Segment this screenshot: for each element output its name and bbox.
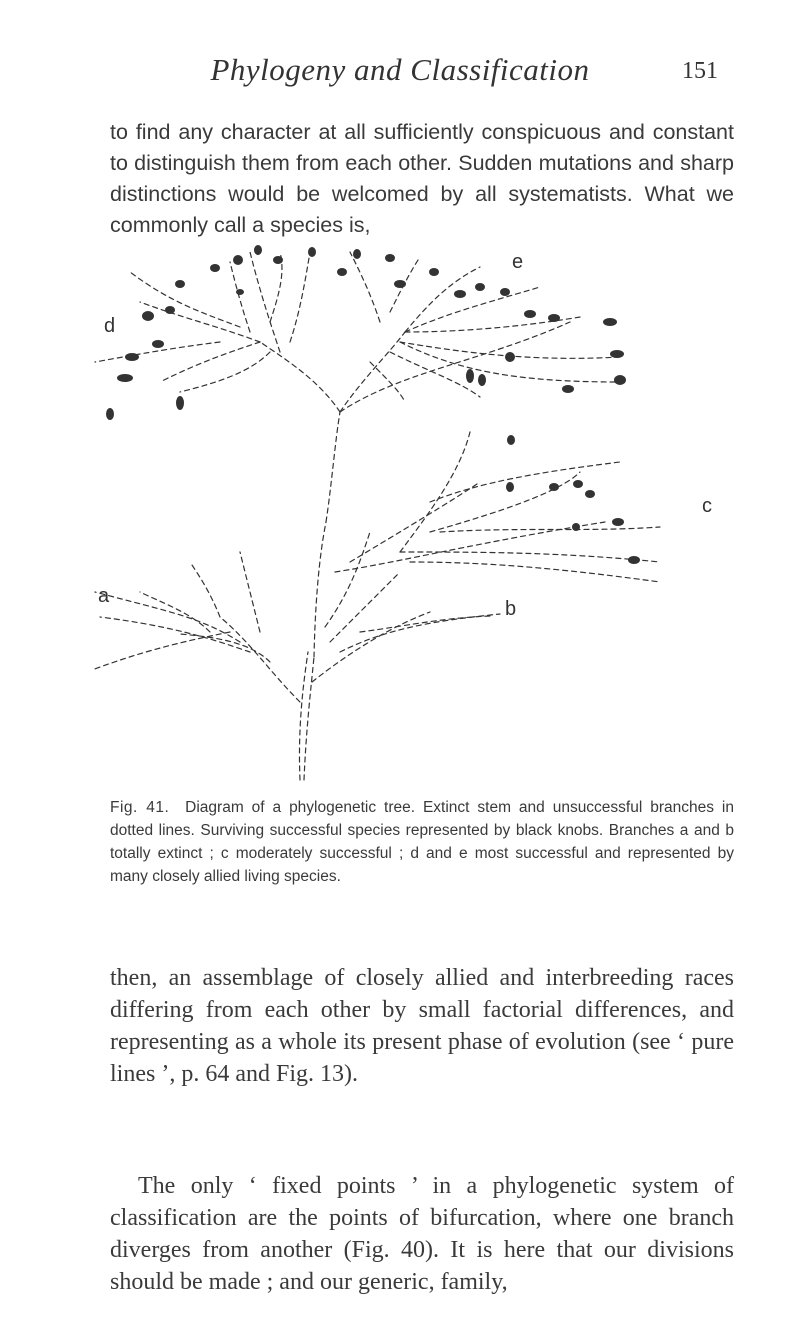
species-knob [142,311,154,321]
branch-label-c: c [702,495,712,517]
species-knob [466,369,474,383]
species-knob [505,352,515,362]
paragraph-top-text: to find any character at all sufficiently conspicuous and constant to distinguish them from each other. Sudden mutations and sharp distinctions would be welcomed by all systematists. What we commonly call a species is, [110,120,734,237]
species-knob [478,374,486,386]
species-knob [233,255,243,265]
branch-label-e: e [512,251,524,273]
species-knob [524,310,536,318]
species-knob [614,375,626,385]
species-knob [165,306,175,314]
paragraph-top [110,117,734,241]
species-knob [152,340,164,348]
species-knob [429,268,439,276]
species-knob [236,289,244,295]
species-knob [254,245,262,255]
species-knob [353,249,361,259]
species-knob [117,374,133,382]
species-knob [628,556,640,564]
species-knob [500,288,510,296]
species-knob [548,314,560,322]
species-knob [572,523,580,531]
species-knob [454,290,466,298]
species-knob [385,254,395,262]
species-knob [562,385,574,393]
species-knob [610,350,624,358]
phylogenetic-tree-figure [100,232,740,787]
species-knob [308,247,316,257]
paragraph-bottom-1: then, an assemblage of closely allied and interbreeding races differing from each other by small factorial differences, and representing as a whole its present phase of evolution (see ‘ pure lines ’, p. 64 and Fig. 13). [110,965,734,1087]
branch-b-stem [312,612,430,682]
stem-trunk [299,652,308,780]
species-knob [337,268,347,276]
branch-e-stem [405,267,480,332]
figure-caption-text: Diagram of a phylogenetic tree. Extinct stem and unsuccessful branches in dotted lines. Surviving successful species represented by black knobs. Branches a and b totally extinct ; c moderately successful ; d and e most successful and represented by many closely allied living species. [110,799,734,885]
running-title: Phylogeny and Classification [210,52,590,87]
species-knob [507,435,515,445]
species-knob [585,490,595,498]
branch-label-d: d [104,315,116,337]
species-knob [612,518,624,526]
species-knob [210,264,220,272]
species-knob [176,396,184,410]
species-knob [394,280,406,288]
species-knob [603,318,617,326]
figure-caption-label: Fig. 41. [110,799,170,816]
species-knob [573,480,583,488]
species-knob [506,482,514,492]
species-knob [549,483,559,491]
species-knob [273,256,283,264]
species-knob [475,283,485,291]
branch-d-stem [140,302,260,342]
species-knob [125,353,139,361]
running-head [0,52,800,92]
tree-branches [92,252,660,780]
phylogenetic-tree-diagram [100,232,740,787]
figure-caption [110,796,734,888]
branch-label-b: b [505,598,517,620]
page-number: 151 [682,58,718,84]
paragraph-bottom-2: The only ‘ fixed points ’ in a phylogenetic system of classification are the points of bifurcation, where one branch diverges from another (Fig. 40). It is here that our divisions should be made ; and our generic, family, [110,1173,734,1295]
branch-label-a: a [98,585,110,607]
species-knob [106,408,114,420]
surviving-species-knobs [106,245,640,564]
species-knob [175,280,185,288]
